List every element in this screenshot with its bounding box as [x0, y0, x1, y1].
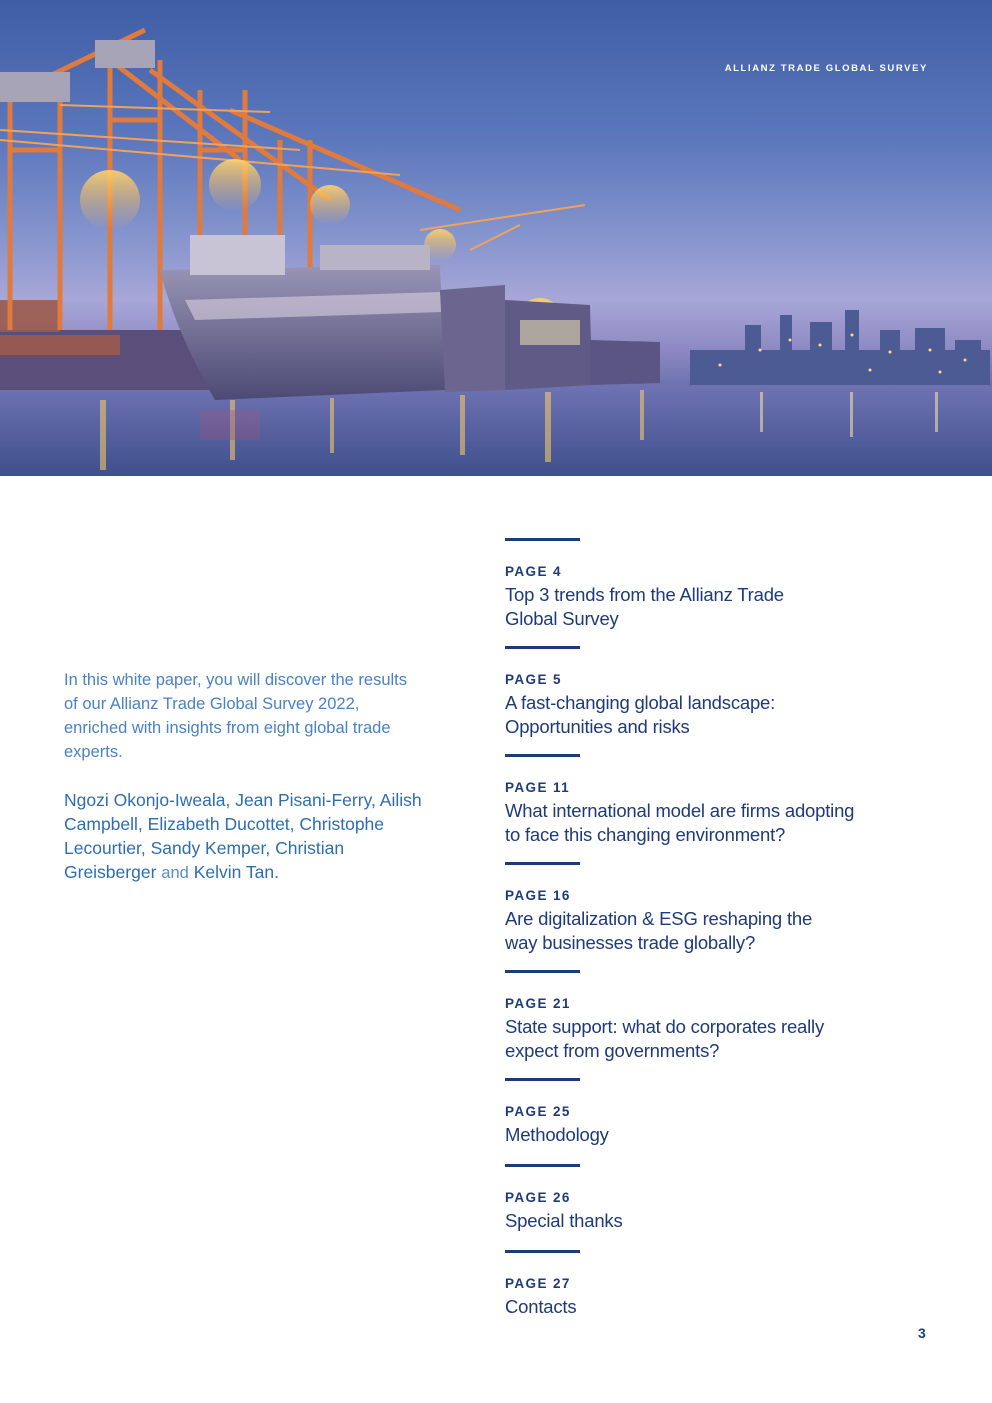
toc-title: State support: what do corporates really expect from governments?: [505, 1016, 825, 1061]
toc-entry[interactable]: [505, 862, 905, 970]
toc-entry[interactable]: [505, 1078, 905, 1164]
toc-entry[interactable]: [505, 1164, 905, 1250]
toc-divider: [505, 754, 580, 757]
toc-entry[interactable]: [505, 970, 905, 1078]
running-title: ALLIANZ TRADE GLOBAL SURVEY: [724, 63, 928, 74]
table-of-contents: [505, 538, 905, 1336]
toc-title: Are digitalization & ESG reshaping the way businesses trade globally?: [505, 908, 813, 953]
toc-page-label: PAGE 21: [505, 996, 571, 1011]
experts-joiner: and: [161, 864, 189, 882]
toc-divider: [505, 1078, 580, 1081]
toc-page-label: PAGE 16: [505, 888, 571, 903]
toc-entry[interactable]: [505, 646, 905, 754]
intro-section: [64, 668, 424, 885]
toc-divider: [505, 862, 580, 865]
toc-title: What international model are firms adopting to face this changing environment?: [505, 800, 855, 845]
toc-page-label: PAGE 4: [505, 564, 562, 579]
experts-last-name: Kelvin Tan.: [193, 862, 279, 882]
experts-names: Ngozi Okonjo-Iweala, Jean Pisani-Ferry, Ailish Campbell, Elizabeth Ducottet, Christophe Lecourtier, Sandy Kemper, Christian Greisberger: [64, 790, 422, 882]
toc-divider: [505, 646, 580, 649]
toc-entry[interactable]: [505, 538, 905, 646]
toc-page-label: PAGE 26: [505, 1190, 571, 1205]
hero-image: [0, 0, 992, 476]
toc-divider: [505, 538, 580, 541]
toc-page-label: PAGE 5: [505, 672, 562, 687]
toc-title: Top 3 trends from the Allianz Trade Global Survey: [505, 584, 784, 629]
toc-page-label: PAGE 25: [505, 1104, 571, 1119]
toc-page-label: PAGE 11: [505, 780, 571, 795]
toc-title: Special thanks: [505, 1210, 623, 1231]
toc-entry[interactable]: [505, 1250, 905, 1336]
toc-title: Methodology: [505, 1124, 609, 1145]
toc-divider: [505, 1250, 580, 1253]
page-number: 3: [918, 1325, 926, 1341]
toc-title: Contacts: [505, 1296, 577, 1317]
intro-paragraph: In this white paper, you will discover the results of our Allianz Trade Global Survey 2022, enriched with insights from eight global trade experts.: [64, 671, 407, 761]
toc-page-label: PAGE 27: [505, 1276, 571, 1291]
toc-divider: [505, 970, 580, 973]
toc-divider: [505, 1164, 580, 1167]
toc-entry[interactable]: [505, 754, 905, 862]
experts-paragraph: [64, 788, 424, 885]
toc-title: A fast-changing global landscape: Opportunities and risks: [505, 692, 776, 737]
